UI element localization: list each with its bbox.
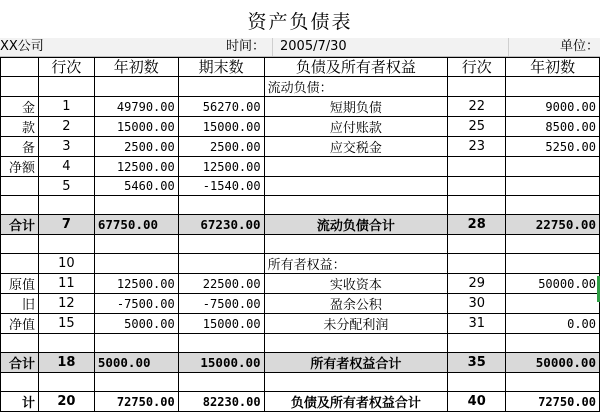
table-cell[interactable]: 67230.00 <box>178 215 264 235</box>
table-row <box>1 77 600 97</box>
header-cell: 行次 <box>38 58 94 77</box>
table-row <box>1 314 600 334</box>
table-cell[interactable] <box>448 254 506 274</box>
table-cell[interactable] <box>264 334 448 353</box>
table-cell[interactable]: 72750.00 <box>94 392 178 412</box>
table-cell[interactable] <box>264 196 448 215</box>
table-cell[interactable] <box>38 235 94 254</box>
table-cell[interactable] <box>1 373 39 392</box>
table-cell[interactable]: 15000.00 <box>178 117 264 137</box>
header-cell: 负债及所有者权益 <box>264 58 448 77</box>
table-cell[interactable]: 12500.00 <box>94 274 178 294</box>
table-cell[interactable]: 金 <box>1 97 39 117</box>
table-cell[interactable] <box>448 77 506 97</box>
table-row <box>1 196 600 215</box>
table-row <box>1 254 600 274</box>
table-row <box>1 117 600 137</box>
table-cell[interactable] <box>264 373 448 392</box>
table-cell[interactable] <box>178 334 264 353</box>
table-cell[interactable]: 流动负债合计 <box>264 215 448 235</box>
table-cell[interactable]: 盈余公积 <box>264 294 448 314</box>
table-cell[interactable] <box>448 177 506 196</box>
total-row <box>1 353 600 373</box>
header-cell: 期末数 <box>178 58 264 77</box>
table-cell[interactable]: 28 <box>448 215 506 235</box>
table-row <box>1 373 600 392</box>
table-row <box>1 334 600 353</box>
table-cell[interactable]: 5000.00 <box>94 314 178 334</box>
table-cell[interactable]: 款 <box>1 117 39 137</box>
table-cell[interactable]: 67750.00 <box>94 215 178 235</box>
table-cell[interactable]: 所有者权益： <box>264 254 448 274</box>
table-cell[interactable] <box>506 157 600 177</box>
table-row <box>1 294 600 314</box>
date-value: 2005/7/30 <box>280 39 347 54</box>
table-cell[interactable]: 12500.00 <box>178 157 264 177</box>
table-cell[interactable]: 40 <box>448 392 506 412</box>
table-cell[interactable] <box>178 373 264 392</box>
table-cell[interactable]: 净值 <box>1 314 39 334</box>
table-cell[interactable]: 2 <box>38 117 94 137</box>
table-cell[interactable]: 29 <box>448 274 506 294</box>
header-cell: 年初数 <box>506 58 600 77</box>
info-row <box>0 38 600 57</box>
header-row <box>1 58 600 77</box>
table-cell[interactable] <box>38 373 94 392</box>
table-cell[interactable]: 5000.00 <box>94 353 178 373</box>
table-cell[interactable]: 56270.00 <box>178 97 264 117</box>
table-cell[interactable]: 25 <box>448 117 506 137</box>
table-cell[interactable]: 0.00 <box>506 314 600 334</box>
table-cell[interactable] <box>94 77 178 97</box>
table-cell[interactable] <box>94 254 178 274</box>
table-cell[interactable] <box>1 254 39 274</box>
table-cell[interactable] <box>94 196 178 215</box>
table-cell[interactable]: 8500.00 <box>506 117 600 137</box>
table-cell[interactable] <box>94 235 178 254</box>
table-cell[interactable]: 15000.00 <box>178 353 264 373</box>
table-cell[interactable] <box>448 157 506 177</box>
table-cell[interactable]: 50000.00 <box>506 353 600 373</box>
table-cell[interactable]: 49790.00 <box>94 97 178 117</box>
table-cell[interactable] <box>506 77 600 97</box>
header-cell <box>1 58 39 77</box>
table-cell[interactable]: 35 <box>448 353 506 373</box>
table-cell[interactable]: 82230.00 <box>178 392 264 412</box>
table-cell[interactable] <box>1 177 39 196</box>
table-cell[interactable] <box>94 334 178 353</box>
table-cell[interactable]: 5 <box>38 177 94 196</box>
table-cell[interactable]: 备 <box>1 137 39 157</box>
table-cell[interactable] <box>506 196 600 215</box>
table-cell[interactable]: 原值 <box>1 274 39 294</box>
table-cell[interactable] <box>506 254 600 274</box>
table-row <box>1 177 600 196</box>
table-cell[interactable] <box>506 334 600 353</box>
table-cell[interactable]: 22 <box>448 97 506 117</box>
table-cell[interactable] <box>38 77 94 97</box>
table-cell[interactable]: 净额 <box>1 157 39 177</box>
table-row <box>1 235 600 254</box>
table-cell[interactable]: 计 <box>1 392 39 412</box>
header-cell: 年初数 <box>94 58 178 77</box>
table-row <box>1 157 600 177</box>
table-cell[interactable]: 短期负债 <box>264 97 448 117</box>
table-cell[interactable] <box>1 196 39 215</box>
table-cell[interactable]: 12 <box>38 294 94 314</box>
balance-table <box>0 57 600 412</box>
table-cell[interactable]: 4 <box>38 157 94 177</box>
unit-label: 单位： <box>560 39 600 54</box>
info-separator <box>508 38 509 56</box>
table-cell[interactable]: 72750.00 <box>506 392 600 412</box>
table-cell[interactable] <box>38 334 94 353</box>
table-cell[interactable]: 5250.00 <box>506 137 600 157</box>
table-cell[interactable] <box>506 294 600 314</box>
table-cell[interactable]: 2500.00 <box>178 137 264 157</box>
title-row <box>0 0 600 39</box>
date-label: 时间： <box>226 39 266 54</box>
table-cell[interactable]: 负债及所有者权益合计 <box>264 392 448 412</box>
table-cell[interactable]: 7 <box>38 215 94 235</box>
table-cell[interactable] <box>264 177 448 196</box>
table-row <box>1 137 600 157</box>
table-cell[interactable]: 流动负债： <box>264 77 448 97</box>
company-name: XX公司 <box>0 39 44 54</box>
table-row <box>1 274 600 294</box>
table-cell[interactable]: 12500.00 <box>94 157 178 177</box>
table-cell[interactable]: 未分配利润 <box>264 314 448 334</box>
table-cell[interactable]: -7500.00 <box>178 294 264 314</box>
table-cell[interactable]: 应付账款 <box>264 117 448 137</box>
table-cell[interactable]: 20 <box>38 392 94 412</box>
table-cell[interactable] <box>448 196 506 215</box>
table-cell[interactable]: 10 <box>38 254 94 274</box>
table-cell[interactable]: 15000.00 <box>178 314 264 334</box>
table-cell[interactable] <box>178 254 264 274</box>
table-cell[interactable]: 31 <box>448 314 506 334</box>
table-cell[interactable]: 3 <box>38 137 94 157</box>
table-cell[interactable] <box>94 373 178 392</box>
table-cell[interactable]: 旧 <box>1 294 39 314</box>
table-cell[interactable]: 18 <box>38 353 94 373</box>
table-cell[interactable]: 所有者权益合计 <box>264 353 448 373</box>
table-cell[interactable]: 22750.00 <box>506 215 600 235</box>
table-cell[interactable]: 15000.00 <box>94 117 178 137</box>
table-cell[interactable] <box>178 235 264 254</box>
table-cell[interactable] <box>264 157 448 177</box>
sheet-title: 资产负债表 <box>247 11 353 33</box>
table-cell[interactable]: 50000.00 <box>506 274 600 294</box>
table-cell[interactable]: 9000.00 <box>506 97 600 117</box>
table-cell[interactable]: -1540.00 <box>178 177 264 196</box>
table-cell[interactable] <box>1 77 39 97</box>
table-cell[interactable]: 实收资本 <box>264 274 448 294</box>
table-cell[interactable]: 15 <box>38 314 94 334</box>
grand-total-row <box>1 392 600 412</box>
table-cell[interactable] <box>448 235 506 254</box>
table-cell[interactable]: 23 <box>448 137 506 157</box>
table-cell[interactable]: 11 <box>38 274 94 294</box>
table-cell[interactable] <box>178 77 264 97</box>
table-cell[interactable]: 5460.00 <box>94 177 178 196</box>
table-cell[interactable] <box>506 235 600 254</box>
table-cell[interactable] <box>448 373 506 392</box>
table-cell[interactable] <box>506 373 600 392</box>
table-cell[interactable] <box>506 177 600 196</box>
table-cell[interactable] <box>1 235 39 254</box>
table-cell[interactable]: 1 <box>38 97 94 117</box>
table-cell[interactable]: 应交税金 <box>264 137 448 157</box>
header-cell: 行次 <box>448 58 506 77</box>
table-row <box>1 97 600 117</box>
total-row <box>1 215 600 235</box>
table-cell[interactable] <box>448 334 506 353</box>
table-cell[interactable]: -7500.00 <box>94 294 178 314</box>
table-cell[interactable]: 合计 <box>1 215 39 235</box>
table-cell[interactable] <box>264 235 448 254</box>
table-cell[interactable]: 2500.00 <box>94 137 178 157</box>
table-cell[interactable] <box>178 196 264 215</box>
table-cell[interactable]: 30 <box>448 294 506 314</box>
table-cell[interactable] <box>38 196 94 215</box>
info-separator <box>272 38 273 56</box>
table-cell[interactable]: 22500.00 <box>178 274 264 294</box>
table-cell[interactable]: 合计 <box>1 353 39 373</box>
table-cell[interactable] <box>1 334 39 353</box>
